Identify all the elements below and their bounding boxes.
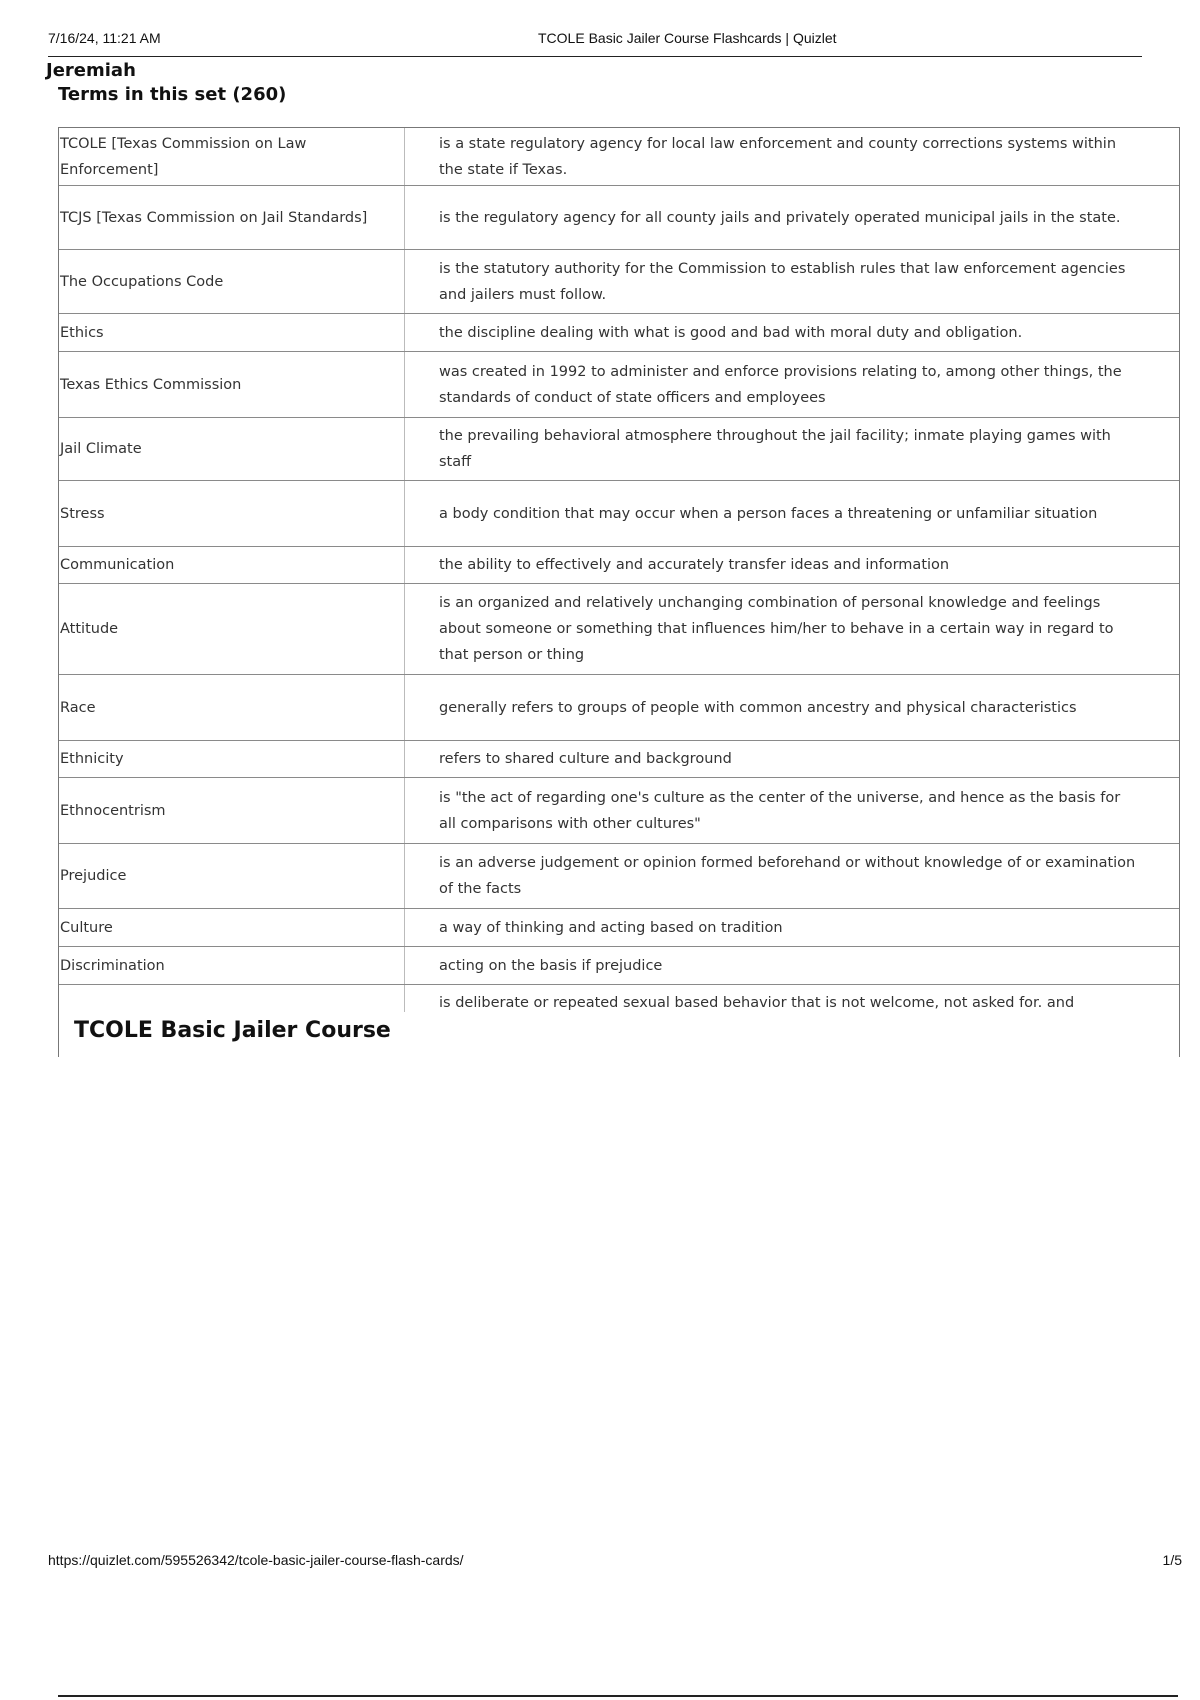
table-row: [59, 675, 1179, 741]
definition-cell: is an adverse judgement or opinion formed beforehand or without knowledge of or examination of the facts: [439, 855, 1136, 897]
table-row: [59, 128, 1179, 186]
definition-cell: generally refers to groups of people with common ancestry and physical characteristics: [439, 699, 1077, 716]
term-cell: Culture: [60, 919, 113, 936]
table-row: [59, 547, 1179, 584]
term-cell: Discrimination: [60, 957, 165, 974]
term-cell: TCOLE [Texas Commission on Law Enforcement]: [60, 135, 307, 178]
table-row: [59, 250, 1179, 314]
definition-cell: the ability to effectively and accurately transfer ideas and information: [439, 557, 950, 573]
term-cell: Stress: [60, 505, 105, 522]
print-title: TCOLE Basic Jailer Course Flashcards | Quizlet: [538, 30, 837, 46]
term-cell: Communication: [60, 557, 175, 573]
print-footer: [48, 1552, 1182, 1572]
table-row: [59, 584, 1179, 675]
definition-cell: was created in 1992 to administer and enforce provisions relating to, among other things, the standards of conduct of state officers and employees: [439, 363, 1122, 406]
table-row: [59, 481, 1179, 547]
print-header: [48, 30, 1142, 57]
set-heading: Terms in this set (260): [58, 84, 287, 105]
term-cell: The Occupations Code: [60, 273, 224, 290]
term-cell: Attitude: [60, 621, 119, 637]
author-name: Jeremiah: [46, 60, 136, 81]
bottom-divider: [58, 1695, 1178, 1697]
truncated-definition: is deliberate or repeated sexual based behavior that is not welcome, not asked for. and: [439, 995, 1075, 1011]
definition-cell: is "the act of regarding one's culture as the center of the universe, and hence as the basis for all comparisons with other cultures": [439, 789, 1121, 832]
term-cell: Prejudice: [60, 868, 127, 884]
term-cell: TCJS [Texas Commission on Jail Standards]: [60, 209, 368, 226]
definition-cell: a way of thinking and acting based on tradition: [439, 919, 783, 936]
table-row: [59, 418, 1179, 481]
definition-cell: acting on the basis if prejudice: [439, 957, 663, 974]
term-cell: Ethics: [60, 324, 104, 341]
definition-cell: the prevailing behavioral atmosphere throughout the jail facility; inmate playing games with staff: [439, 428, 1111, 470]
table-row: [59, 186, 1179, 250]
print-date: 7/16/24, 11:21 AM: [48, 30, 161, 46]
definition-cell: a body condition that may occur when a person faces a threatening or unfamiliar situation: [439, 505, 1098, 522]
definition-cell: is the regulatory agency for all county jails and privately operated municipal jails in the state.: [439, 209, 1121, 226]
table-row: [59, 844, 1179, 909]
table-row: [59, 314, 1179, 352]
terms-table: [58, 127, 1180, 1057]
definition-cell: the discipline dealing with what is good and bad with moral duty and obligation.: [439, 324, 1023, 341]
table-row: [59, 909, 1179, 947]
course-label: TCOLE Basic Jailer Course: [74, 1018, 391, 1043]
table-row: [59, 741, 1179, 778]
page-url: https://quizlet.com/595526342/tcole-basic-jailer-course-flash-cards/: [48, 1552, 464, 1568]
term-cell: Ethnocentrism: [60, 802, 166, 819]
page-number: 1/5: [1162, 1552, 1182, 1568]
term-cell: Texas Ethics Commission: [60, 376, 242, 393]
term-cell: Jail Climate: [60, 441, 142, 457]
definition-cell: is an organized and relatively unchanging combination of personal knowledge and feelings about someone or something that influences him/her to behave in a certain way in regard to that person or thing: [439, 595, 1114, 663]
definition-cell: is a state regulatory agency for local law enforcement and county corrections systems within the state if Texas.: [439, 135, 1117, 178]
term-cell: Race: [60, 699, 96, 716]
definition-cell: refers to shared culture and background: [439, 751, 732, 767]
table-row: [59, 778, 1179, 844]
definition-cell: is the statutory authority for the Commission to establish rules that law enforcement agencies and jailers must follow.: [439, 260, 1126, 303]
table-row: [59, 947, 1179, 985]
table-row: [59, 352, 1179, 418]
term-cell: Ethnicity: [60, 751, 124, 767]
